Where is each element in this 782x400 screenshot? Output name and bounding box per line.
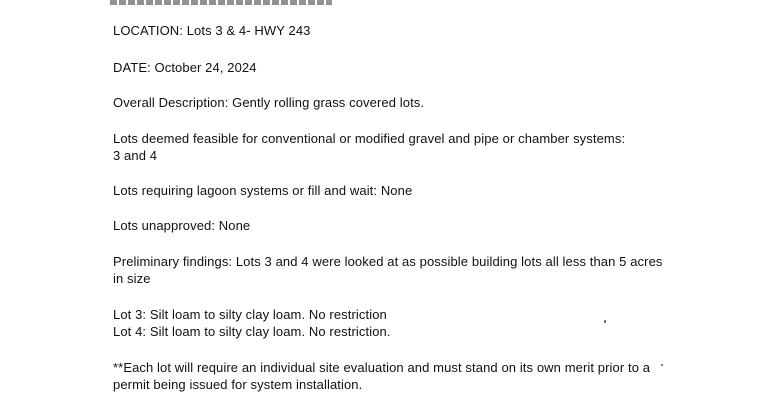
preliminary-findings-continuation: in size — [113, 271, 151, 286]
lot-3-finding: Lot 3: Silt loam to silty clay loam. No restriction — [113, 307, 387, 322]
cropped-heading-text-fragment — [110, 0, 332, 5]
site-evaluation-note-line: **Each lot will require an individual site evaluation and must stand on its own merit prior to a — [113, 360, 651, 375]
preliminary-findings-line: Preliminary findings: Lots 3 and 4 were looked at as possible building lots all less than 5 acres — [113, 254, 663, 269]
site-evaluation-note-continuation: permit being issued for system installation. — [113, 377, 363, 392]
date-line: DATE: October 24, 2024 — [113, 60, 257, 75]
scan-speck — [604, 320, 606, 323]
overall-description-line: Overall Description: Gently rolling grass covered lots. — [113, 95, 425, 110]
lot-4-finding: Lot 4: Silt loam to silty clay loam. No restriction. — [113, 324, 391, 339]
feasible-lots-values: 3 and 4 — [113, 148, 158, 163]
location-line: LOCATION: Lots 3 & 4- HWY 243 — [113, 23, 311, 38]
lagoon-lots-line: Lots requiring lagoon systems or fill and wait: None — [113, 183, 413, 198]
scan-speck — [661, 364, 663, 366]
unapproved-lots-line: Lots unapproved: None — [113, 218, 251, 233]
cropped-heading — [110, 0, 332, 5]
feasible-lots-line: Lots deemed feasible for conventional or modified gravel and pipe or chamber systems: — [113, 131, 626, 146]
